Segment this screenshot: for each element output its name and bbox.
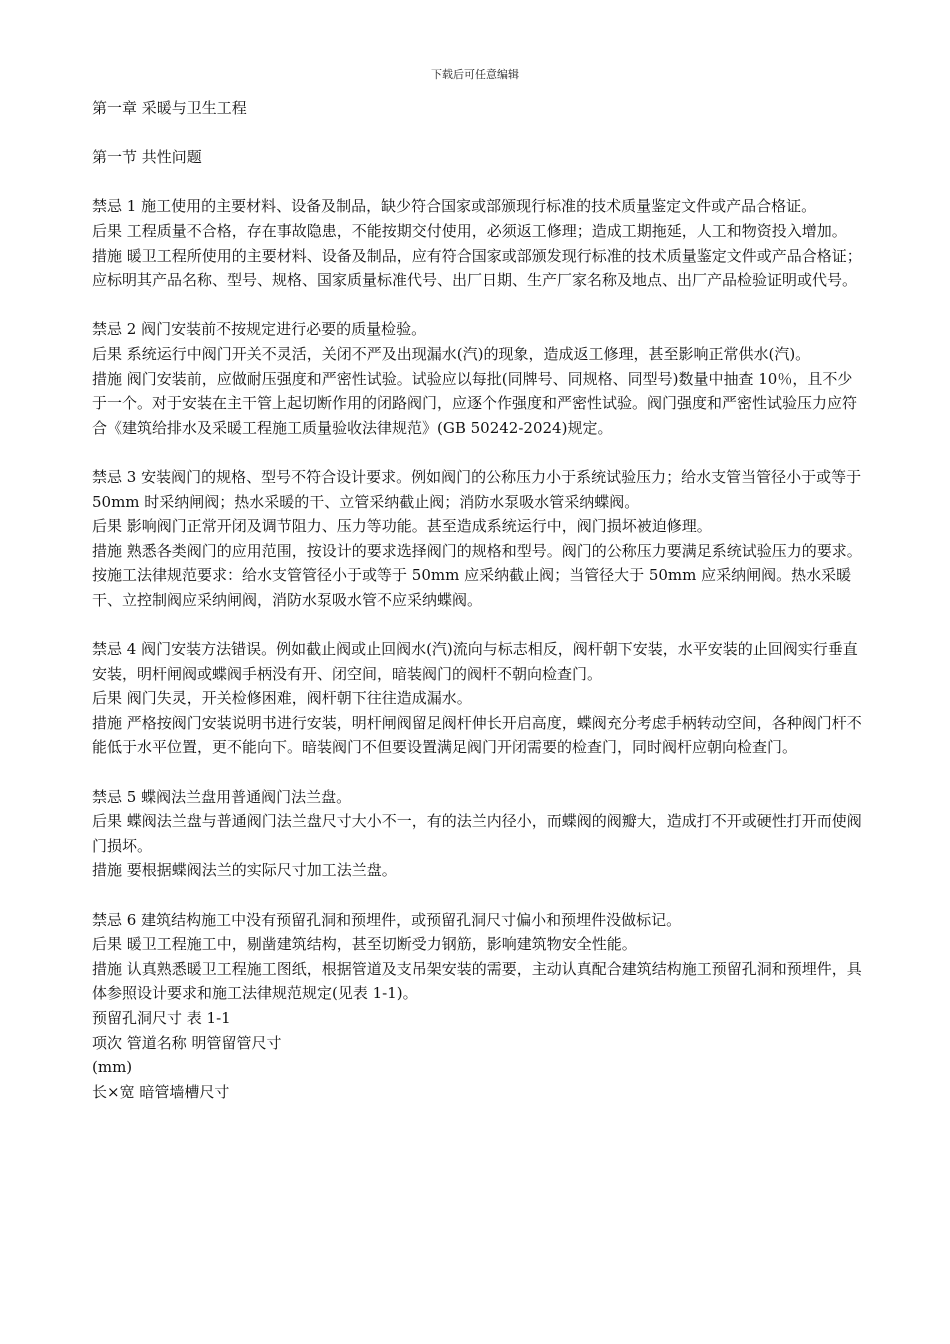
spacer: [92, 883, 862, 908]
measure-5: 措施 要根据蝶阀法兰的实际尺寸加工法兰盘。: [92, 861, 397, 880]
spacer: [92, 760, 862, 785]
spacer: [92, 440, 862, 465]
measure-6: 措施 认真熟悉暖卫工程施工图纸，根据管道及支吊架安装的需要，主动认真配合建筑结构施工预留孔洞和预埋件，具体参照设计要求和施工法律规范规定(见表 1-1)。: [92, 959, 862, 1003]
taboo-3: 禁忌 3 安装阀门的规格、型号不符合设计要求。例如阀门的公称压力小于系统试验压力；给水支管当管径小于或等于 50mm 时采纳闸阀；热水采暖的干、立管采纳截止阀；消防水泵吸水管采纳蝶阀。: [92, 467, 862, 511]
taboo-4: 禁忌 4 阀门安装方法错误。例如截止阀或止回阀水(汽)流向与标志相反，阀杆朝下安装，水平安装的止回阀实行垂直安装，明杆闸阀或蝶阀手柄没有开、闭空间，暗装阀门的阀杆不朝向检查门。: [92, 640, 858, 683]
table-header-line: 项次 管道名称 明管留管尺寸: [92, 1033, 282, 1052]
spacer: [92, 121, 862, 146]
spacer: [92, 170, 862, 195]
consequence-6: 后果 暖卫工程施工中，剔凿建筑结构，甚至切断受力钢筋，影响建筑物安全性能。: [92, 935, 637, 954]
taboo-5: 禁忌 5 蝶阀法兰盘用普通阀门法兰盘。: [92, 787, 352, 806]
table-caption: 预留孔洞尺寸 表 1-1: [92, 1008, 231, 1027]
consequence-1: 后果 工程质量不合格，存在事故隐患，不能按期交付使用，必须返工修理；造成工期拖延，人工和物资投入增加。: [92, 221, 847, 240]
measure-4: 措施 严格按阀门安装说明书进行安装，明杆闸阀留足阀杆伸长开启高度，蝶阀充分考虑手柄转动空间，各种阀门杆不能低于水平位置，更不能向下。暗装阀门不但要设置满足阀门开闭需要的检查门，同时阀杆应朝向检查门。: [92, 713, 862, 757]
taboo-2: 禁忌 2 阀门安装前不按规定进行必要的质量检验。: [92, 320, 427, 339]
consequence-2: 后果 系统运行中阀门开关不灵活，关闭不严及出现漏水(汽)的现象，造成返工修理，甚至影响正常供水(汽)。: [92, 344, 811, 363]
consequence-5: 后果 蝶阀法兰盘与普通阀门法兰盘尺寸大小不一，有的法兰内径小，而蝶阀的阀瓣大，造成打不开或硬性打开而使阀门损坏。: [92, 812, 862, 855]
consequence-3: 后果 影响阀门正常开闭及调节阻力、压力等功能。甚至造成系统运行中，阀门损坏被迫修理。: [92, 517, 712, 536]
document-body: [92, 96, 862, 1104]
table-header-line: 长×宽 暗管墙槽尺寸: [92, 1082, 230, 1101]
taboo-6: 禁忌 6 建筑结构施工中没有预留孔洞和预埋件，或预留孔洞尺寸偏小和预埋件没做标记。: [92, 910, 682, 929]
header-note: 下载后可任意编辑: [431, 68, 519, 81]
section-title: 第一节 共性问题: [92, 148, 202, 167]
spacer: [92, 293, 862, 318]
measure-3: 措施 熟悉各类阀门的应用范围，按设计的要求选择阀门的规格和型号。阀门的公称压力要满足系统试验压力的要求。按施工法律规范要求：给水支管管径小于或等于 50mm 应采纳截止阀；当管径大于 50mm 应采纳闸阀。热水采暖干、立控制阀应采纳闸阀，消防水泵吸水管不应采纳蝶阀。: [92, 541, 862, 609]
taboo-1: 禁忌 1 施工使用的主要材料、设备及制品，缺少符合国家或部颁现行标准的技术质量鉴定文件或产品合格证。: [92, 197, 817, 216]
measure-1: 措施 暖卫工程所使用的主要材料、设备及制品，应有符合国家或部颁发现行标准的技术质量鉴定文件或产品合格证；应标明其产品名称、型号、规格、国家质量标准代号、出厂日期、生产厂家名称及地点、出厂产品检验证明或代号。: [92, 246, 862, 290]
consequence-4: 后果 阀门失灵，开关检修困难，阀杆朝下往往造成漏水。: [92, 689, 472, 708]
spacer: [92, 612, 862, 637]
chapter-title: 第一章 采暖与卫生工程: [92, 99, 247, 117]
measure-2: 措施 阀门安装前，应做耐压强度和严密性试验。试验应以每批(同牌号、同规格、同型号)数量中抽查 10％，且不少于一个。对于安装在主干管上起切断作用的闭路阀门，应逐个作强度和严密性试验。阀门强度和严密性试验压力应符合《建筑给排水及采暖工程施工质量验收法律规范》(GB 50242-2024)规定。: [92, 369, 858, 437]
table-header-unit: (mm): [92, 1058, 133, 1077]
